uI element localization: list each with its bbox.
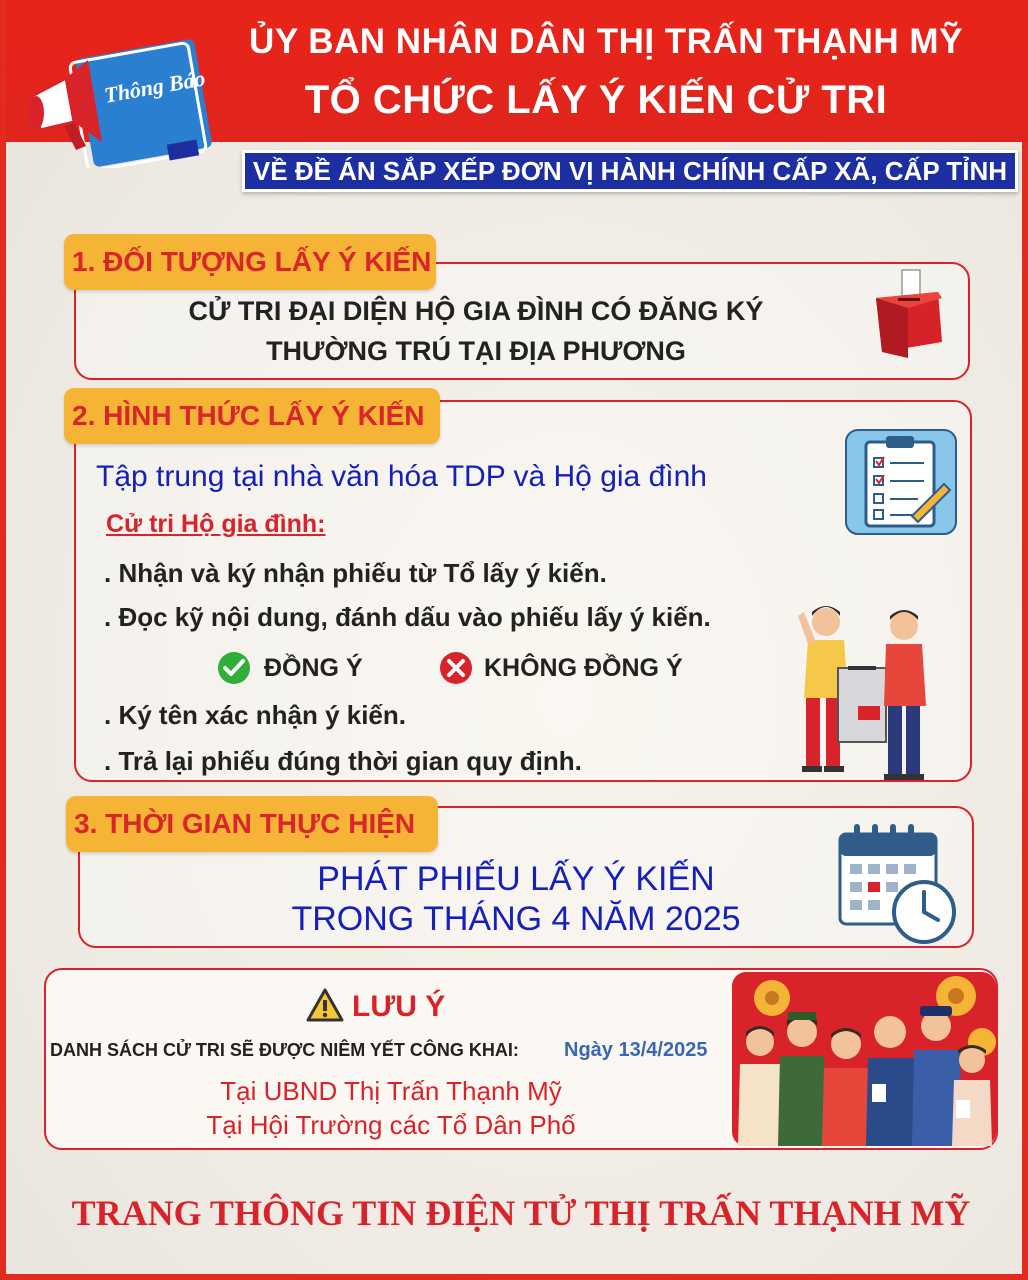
disagree-label: KHÔNG ĐỒNG Ý xyxy=(484,654,683,682)
warning-icon xyxy=(306,988,344,1022)
section3-line2: TRONG THÁNG 4 NĂM 2025 xyxy=(291,900,741,938)
calendar-clock-icon xyxy=(836,820,960,946)
section1-line2: THƯỜNG TRÚ TẠI ĐỊA PHƯƠNG xyxy=(266,336,686,366)
cross-circle-icon xyxy=(438,650,474,686)
header-title-line1: ỦY BAN NHÂN DÂN THỊ TRẤN THẠNH MỸ xyxy=(249,22,963,61)
section1-line1: CỬ TRI ĐẠI DIỆN HỘ GIA ĐÌNH CÓ ĐĂNG KÝ xyxy=(188,296,764,326)
badge-label: Thông Báo xyxy=(102,65,208,108)
note-date: Ngày 13/4/2025 xyxy=(564,1039,708,1061)
megaphone-icon xyxy=(26,18,216,168)
section3-line1: PHÁT PHIẾU LẤY Ý KIẾN xyxy=(317,860,715,898)
voters-illustration xyxy=(788,586,938,782)
section2-subheading: Cử tri Hộ gia đình: xyxy=(106,510,326,538)
subtitle-bar: VỀ ĐỀ ÁN SẮP XẾP ĐƠN VỊ HÀNH CHÍNH CẤP XÃ, CẤP TỈNH xyxy=(242,150,1018,192)
note-list-label: DANH SÁCH CỬ TRI SẼ ĐƯỢC NIÊM YẾT CÔNG KHAI: xyxy=(50,1040,519,1060)
note-title: LƯU Ý xyxy=(352,990,446,1023)
ballot-box-icon xyxy=(868,268,948,358)
bullet-1: . Nhận và ký nhận phiếu từ Tổ lấy ý kiến. xyxy=(104,558,607,588)
crowd-illustration xyxy=(732,972,996,1146)
footer-text: TRANG THÔNG TIN ĐIỆN TỬ THỊ TRẤN THẠNH MỸ xyxy=(71,1193,971,1233)
clipboard-checklist-icon xyxy=(844,428,958,536)
check-circle-icon xyxy=(216,650,252,686)
bullet-3: . Ký tên xác nhận ý kiến. xyxy=(104,700,406,730)
bullet-2: . Đọc kỹ nội dung, đánh dấu vào phiếu lấy ý kiến. xyxy=(104,602,711,632)
header-title-line2: TỔ CHỨC LẤY Ý KIẾN CỬ TRI xyxy=(304,78,888,122)
note-place1: Tại UBND Thị Trấn Thạnh Mỹ xyxy=(220,1076,562,1106)
bullet-4: . Trả lại phiếu đúng thời gian quy định. xyxy=(104,746,582,776)
note-place2: Tại Hội Trường các Tổ Dân Phố xyxy=(206,1110,576,1140)
section3-tag: 3. THỜI GIAN THỰC HIỆN xyxy=(66,796,438,852)
agree-label: ĐỒNG Ý xyxy=(264,654,363,682)
section2-intro: Tập trung tại nhà văn hóa TDP và Hộ gia đình xyxy=(96,460,707,493)
section2-tag: 2. HÌNH THỨC LẤY Ý KIẾN xyxy=(64,388,440,444)
section1-tag: 1. ĐỐI TƯỢNG LẤY Ý KIẾN xyxy=(64,234,436,290)
